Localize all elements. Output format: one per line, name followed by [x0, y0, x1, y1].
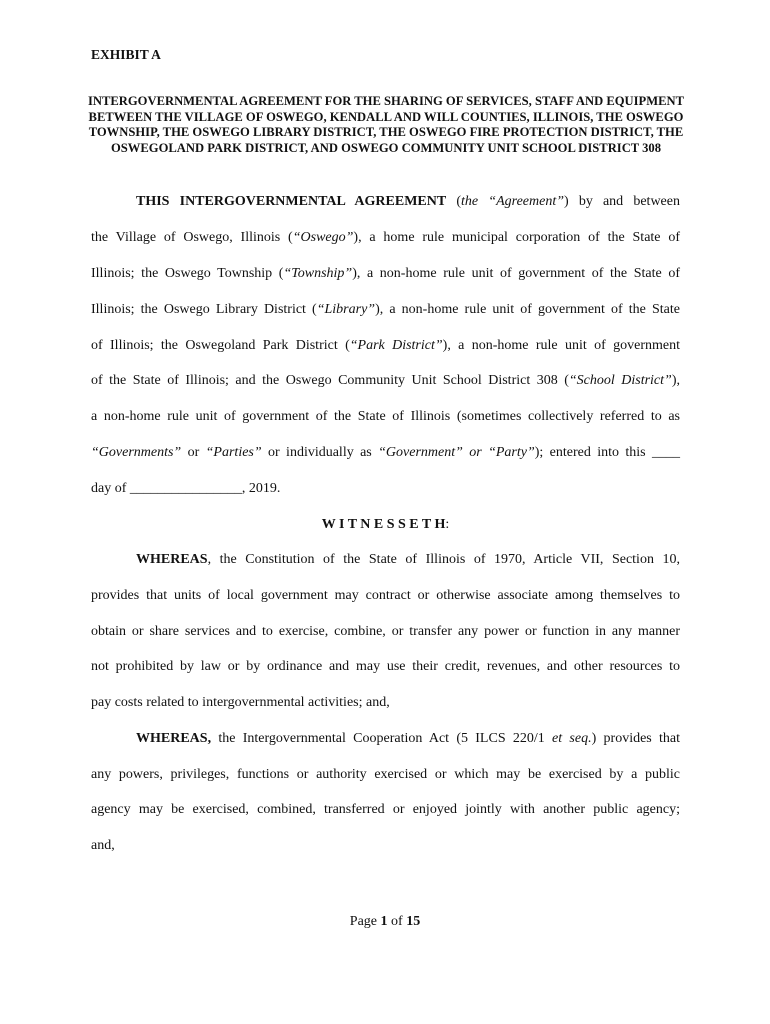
intro-line-1 [136, 192, 680, 212]
defined-term: “Park District” [349, 338, 443, 353]
whereas1-line-1 [136, 550, 680, 570]
current-page: 1 [380, 914, 388, 929]
text-span: or [181, 445, 206, 460]
text-span: ), a non-home rule unit of government of the State of [352, 266, 681, 281]
text-span: the Intergovernmental Cooperation Act (5 ILCS 220/1 [211, 731, 553, 746]
text-span: the Village of Oswego, Illinois ( [91, 230, 293, 245]
whereas1-line-5: pay costs related to intergovernmental activities; and, [91, 695, 390, 710]
defined-term: “Library” [316, 302, 376, 317]
text-span: of [387, 914, 407, 929]
intro-line-6 [91, 371, 680, 391]
citation-term: et seq. [552, 731, 592, 746]
whereas1-line-3: obtain or share services and to exercise, combine, or transfer any power or function in any manner [91, 624, 680, 639]
text-span: ); entered into this ____ [534, 445, 680, 460]
witnesseth-text: W I T N E S S E T H [321, 517, 446, 532]
page-number [0, 912, 770, 932]
intro-line-7: a non-home rule unit of government of the State of Illinois (sometimes collectively referred to as [91, 409, 680, 424]
intro-line-8 [91, 443, 680, 463]
whereas2-line-3: agency may be exercised, combined, transferred or enjoyed jointly with another public agency; [91, 802, 680, 817]
intro-line-9: day of ________________, 2019. [91, 481, 281, 496]
text-span: ) by and between [564, 194, 680, 209]
agreement-heading: THIS INTERGOVERNMENTAL AGREEMENT [136, 194, 447, 209]
text-span: or individually as [261, 445, 379, 460]
whereas1-line-4: not prohibited by law or by ordinance and may use their credit, revenues, and other resources to [91, 659, 680, 674]
defined-term: “School District” [568, 373, 672, 388]
text-span: of Illinois; the Oswegoland Park District ( [91, 338, 350, 353]
defined-term: “Parties” [205, 445, 262, 460]
intro-line-2 [91, 228, 680, 248]
whereas-keyword: WHEREAS, [136, 731, 212, 746]
text-span: ), a non-home rule unit of government of the State [375, 302, 680, 317]
exhibit-label: EXHIBIT A [91, 47, 161, 62]
intro-line-5 [91, 336, 680, 356]
defined-term: “Governments” [91, 445, 182, 460]
whereas2-line-1 [136, 729, 680, 749]
defined-term: “Government” or “Party” [378, 445, 535, 460]
text-span: Illinois; the Oswego Township ( [91, 266, 284, 281]
text-span: ( [446, 194, 462, 209]
text-span: Page [349, 914, 381, 929]
whereas2-line-4: and, [91, 838, 115, 853]
text-span: ), [671, 373, 680, 388]
total-pages: 15 [406, 914, 421, 929]
whereas-keyword: WHEREAS [136, 552, 208, 567]
intro-line-3 [91, 264, 680, 284]
whereas2-line-2: any powers, privileges, functions or authority exercised or which may be exercised by a public [91, 767, 680, 782]
text-span: , the Constitution of the State of Illinois of 1970, Article VII, Section 10, [207, 552, 680, 567]
intro-line-4 [91, 300, 680, 320]
defined-term: “Township” [283, 266, 353, 281]
text-span: ), a non-home rule unit of government [442, 338, 680, 353]
document-title: INTERGOVERNMENTAL AGREEMENT FOR THE SHARING OF SERVICES, STAFF AND EQUIPMENT BETWEEN THE VILLAGE OF OSWEGO, KENDALL AND WILL COUNTIES, ILLINOIS, THE OSWEGO TOWNSHIP, THE OSWEGO LIBRARY DISTRICT, THE OSWEGO FIRE PROTECTION DISTRICT, THE OSWEGOLAND PARK DISTRICT, AND OSWEGO COMMUNITY UNIT SCHOOL DISTRICT 308 [88, 94, 684, 155]
text-span: Illinois; the Oswego Library District ( [91, 302, 317, 317]
defined-term: the “Agreement” [461, 194, 564, 209]
text-span: ) provides that [591, 731, 681, 746]
text-span: ), a home rule municipal corporation of the State of [353, 230, 681, 245]
text-span: of the State of Illinois; and the Oswego Community Unit School District 308 ( [91, 373, 569, 388]
whereas1-line-2: provides that units of local government may contract or otherwise associate among themselves to [91, 588, 680, 603]
defined-term: “Oswego” [292, 230, 354, 245]
text-span: : [445, 517, 450, 532]
witnesseth-heading [91, 515, 680, 535]
